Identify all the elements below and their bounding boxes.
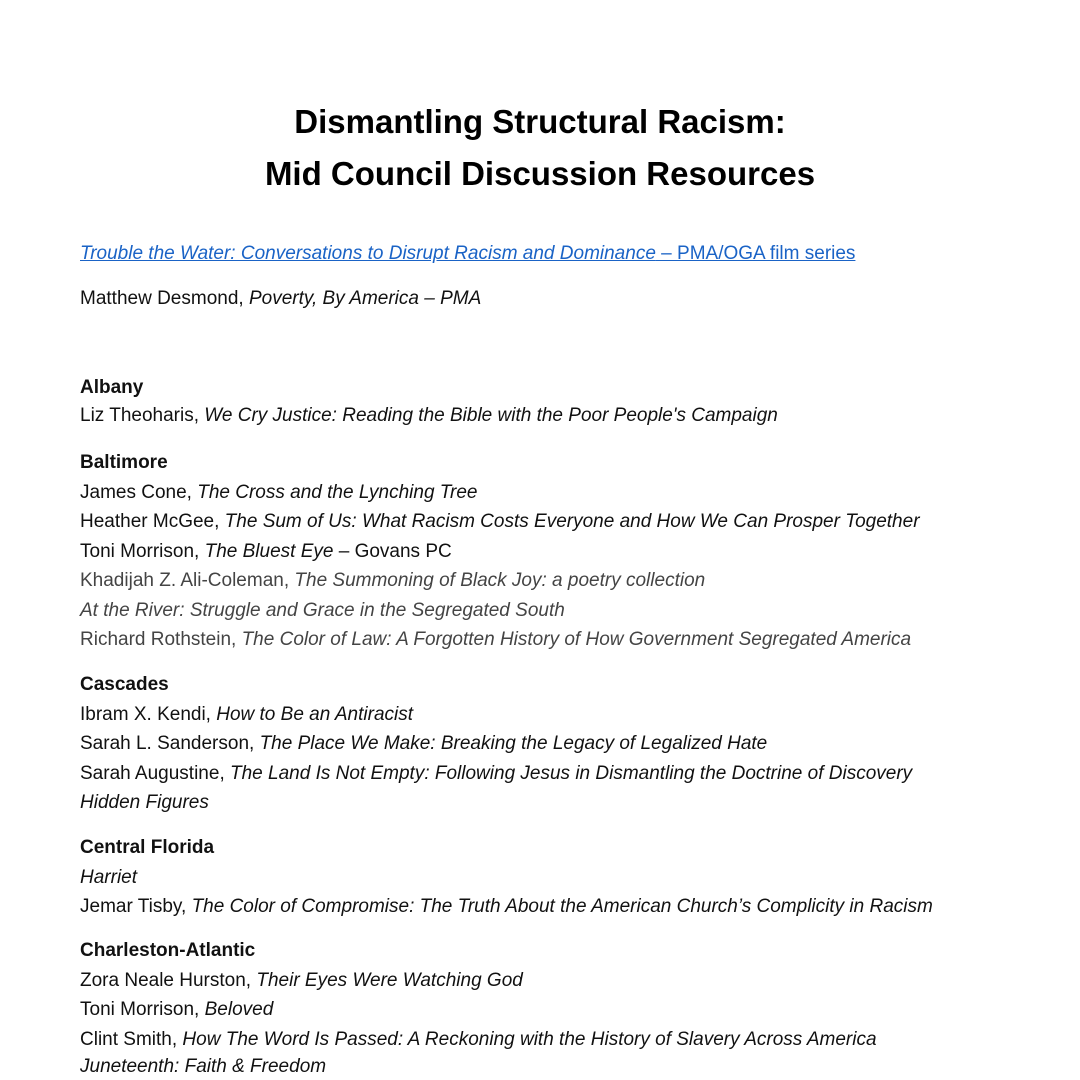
- entry-author: Matthew Desmond,: [80, 288, 249, 309]
- title-line-1: Dismantling Structural Racism:: [294, 103, 786, 140]
- page-title: [0, 96, 1080, 200]
- entry-author: Heather McGee,: [80, 511, 225, 532]
- entry-title: The Color of Compromise: The Truth About the American Church’s Complicity in Racism: [191, 896, 933, 917]
- section-heading-cascades: Cascades: [80, 674, 169, 695]
- entry-title: The Sum of Us: What Racism Costs Everyone and How We Can Prosper Together: [224, 511, 920, 532]
- list-item: [80, 1028, 877, 1052]
- film-title: Trouble the Water: Conversations to Disrupt Racism and Dominance: [80, 243, 656, 264]
- entry-title: How to Be an Antiracist: [216, 704, 414, 725]
- entry-title: The Summoning of Black Joy: a poetry collection: [294, 570, 706, 591]
- list-item: [80, 969, 523, 993]
- entry-author: Toni Morrison,: [80, 999, 205, 1020]
- entry-author: Liz Theoharis,: [80, 405, 205, 426]
- list-item: [80, 703, 413, 727]
- entry-title: At the River: Struggle and Grace in the Segregated South: [80, 600, 565, 621]
- entry-author: Clint Smith,: [80, 1029, 183, 1050]
- list-item: [80, 791, 209, 815]
- entry-author: Richard Rothstein,: [80, 629, 242, 650]
- entry-title: The Place We Make: Breaking the Legacy of Legalized Hate: [259, 733, 768, 754]
- section-heading-charleston-atlantic: Charleston-Atlantic: [80, 940, 256, 961]
- entry-title: Their Eyes Were Watching God: [256, 970, 523, 991]
- film-series-link[interactable]: [80, 242, 855, 266]
- list-item: [80, 998, 273, 1022]
- list-item: [80, 866, 137, 890]
- list-item: [80, 895, 933, 919]
- section-heading-albany: Albany: [80, 377, 144, 398]
- entry-author: Sarah Augustine,: [80, 763, 230, 784]
- entry-title: The Bluest Eye: [204, 541, 334, 562]
- intro-book-entry: [80, 287, 481, 311]
- entry-author: James Cone,: [80, 482, 198, 503]
- entry-author: Sarah L. Sanderson,: [80, 733, 260, 754]
- entry-title: Poverty, By America: [248, 288, 419, 309]
- entry-title: Hidden Figures: [80, 792, 209, 813]
- list-item: [80, 628, 911, 652]
- entry-title: Juneteenth: Faith & Freedom: [80, 1056, 327, 1077]
- entry-title: The Land Is Not Empty: Following Jesus in Dismantling the Doctrine of Discovery: [230, 763, 913, 784]
- film-suffix: – PMA/OGA film series: [655, 243, 856, 264]
- entry-author: Ibram X. Kendi,: [80, 704, 217, 725]
- list-item: [80, 510, 920, 534]
- entry-author: Jemar Tisby,: [80, 896, 192, 917]
- entry-suffix: – Govans PC: [333, 541, 452, 562]
- list-item: [80, 599, 565, 623]
- list-item: [80, 732, 767, 756]
- list-item: [80, 569, 705, 593]
- entry-title: We Cry Justice: Reading the Bible with the Poor People's Campaign: [204, 405, 778, 426]
- entry-suffix: – PMA: [418, 288, 482, 309]
- entry-author: Khadijah Z. Ali-Coleman,: [80, 570, 295, 591]
- section-heading-baltimore: Baltimore: [80, 452, 168, 473]
- entry-title: Beloved: [204, 999, 274, 1020]
- entry-author: Zora Neale Hurston,: [80, 970, 257, 991]
- list-item: [80, 540, 452, 564]
- entry-title: How The Word Is Passed: A Reckoning with the History of Slavery Across America: [182, 1029, 877, 1050]
- entry-author: Toni Morrison,: [80, 541, 205, 562]
- entry-title: Harriet: [80, 867, 138, 888]
- entry-title: The Cross and the Lynching Tree: [197, 482, 478, 503]
- list-item: [80, 481, 477, 505]
- list-item: [80, 762, 912, 786]
- list-item: [80, 404, 778, 428]
- section-heading-central-florida: Central Florida: [80, 837, 215, 858]
- title-line-2: Mid Council Discussion Resources: [264, 155, 816, 192]
- list-item: [80, 1055, 326, 1079]
- entry-title: The Color of Law: A Forgotten History of How Government Segregated America: [241, 629, 912, 650]
